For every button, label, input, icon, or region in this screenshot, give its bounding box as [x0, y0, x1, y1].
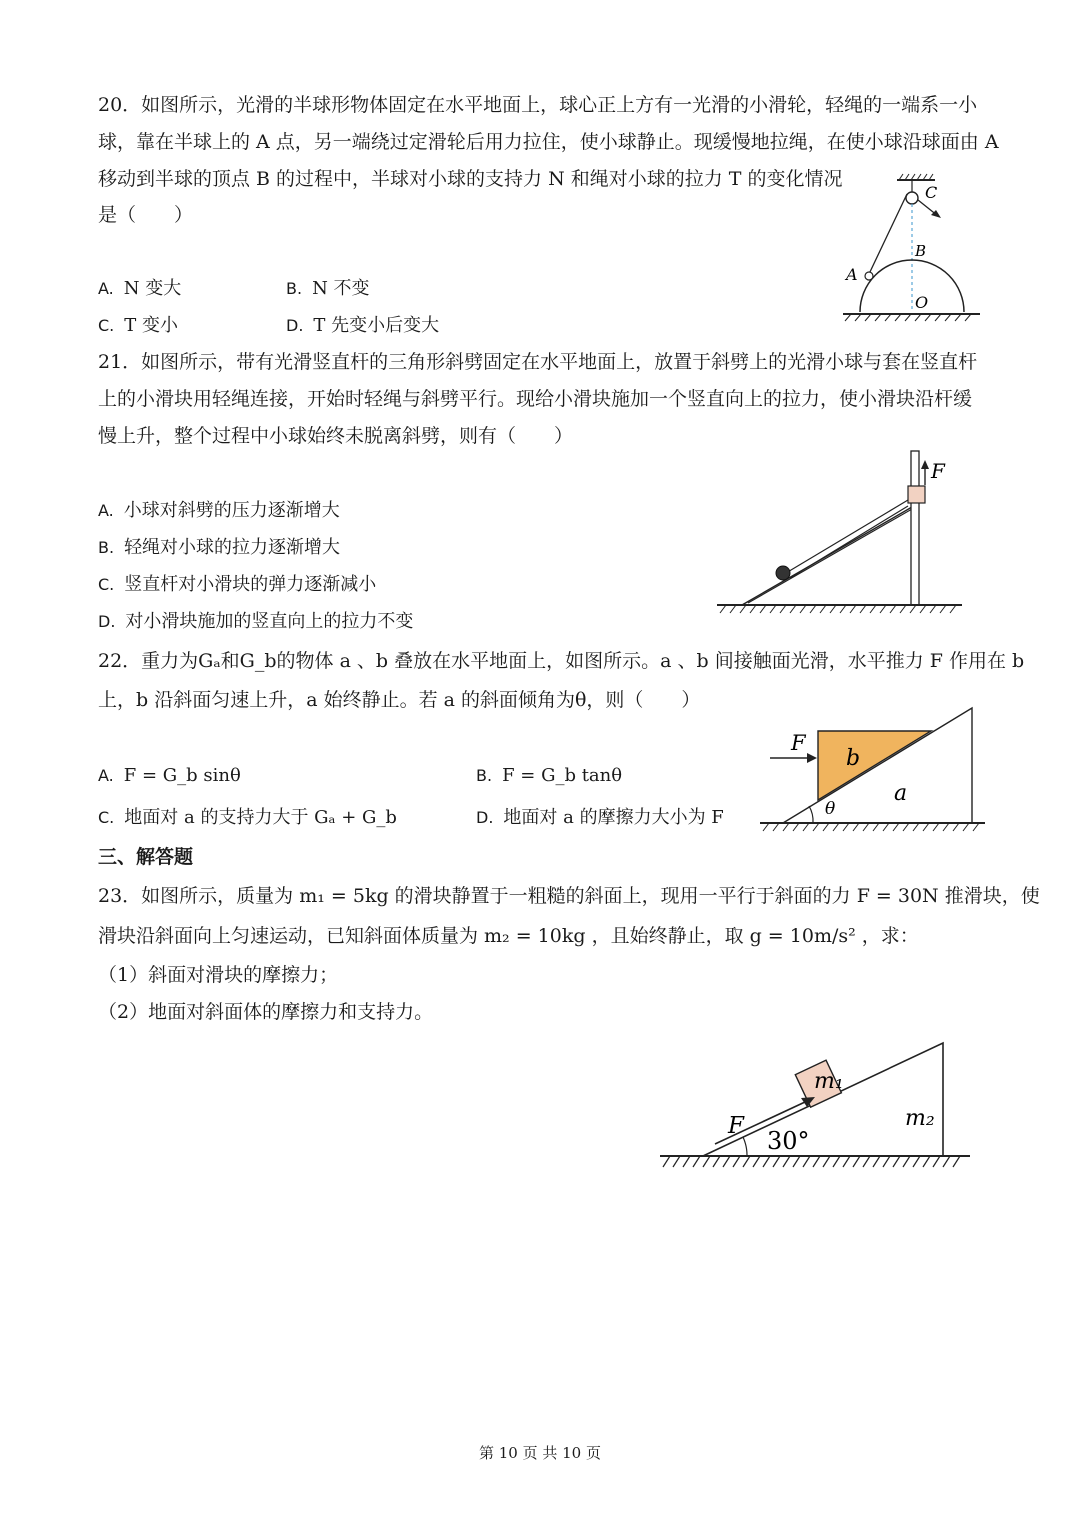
q22-label-b: b: [846, 746, 861, 771]
q21-line-1: 21．如图所示，带有光滑竖直杆的三角形斜劈固定在水平地面上，放置于斜劈上的光滑小球与套在竖直杆: [98, 351, 978, 373]
q23-sub-2: （2）地面对斜面体的摩擦力和支持力。: [98, 1001, 434, 1023]
q22-option-d: D. 地面对 a 的摩擦力大小为 F: [476, 807, 724, 828]
q23-line-2: 滑块沿斜面向上匀速运动，已知斜面体质量为 m₂ = 10kg ，且始终静止，取 g = 10m/s² ，求：: [98, 925, 919, 947]
q23-line-1: 23．如图所示，质量为 m₁ = 5kg 的滑块静置于一粗糙的斜面上，现用一平行于斜面的力 F = 30N 推滑块，使: [98, 885, 1040, 907]
q20-option-b: B. N 不变: [286, 278, 370, 299]
q23-figure: [655, 1035, 975, 1180]
q21-option-a: A. 小球对斜劈的压力逐渐增大: [98, 500, 340, 521]
q23-label-m2: m₂: [905, 1106, 935, 1131]
q20-label-b: B: [915, 242, 927, 260]
q20-option-d: D. T 先变小后变大: [286, 315, 440, 336]
q20-label-o: O: [915, 293, 929, 312]
q22-figure: [755, 700, 990, 835]
q22-option-c: C. 地面对 a 的支持力大于 Gₐ + G_b: [98, 807, 397, 828]
q20-figure: [835, 170, 985, 330]
q22-label-a: a: [894, 781, 908, 806]
q21-option-c: C. 竖直杆对小滑块的弹力逐渐减小: [98, 574, 377, 595]
q20-option-c: C. T 变小: [98, 315, 178, 336]
q20-label-c: C: [925, 183, 938, 202]
q23-label-m1: m₁: [814, 1069, 844, 1094]
q22-option-b: B. F = G_b tanθ: [476, 765, 623, 786]
q20-line-1: 20．如图所示，光滑的半球形物体固定在水平地面上，球心正上方有一光滑的小滑轮，轻绳的一端系一小: [98, 94, 978, 116]
q20-line-3: 移动到半球的顶点 B 的过程中，半球对小球的支持力 N 和绳对小球的拉力 T 的变化情况: [98, 168, 843, 190]
page-footer: 第 10 页 共 10 页: [478, 1444, 601, 1462]
q20-option-a: A. N 变大: [98, 278, 182, 299]
section-title: 三、解答题: [98, 846, 194, 868]
q21-line-2: 上的小滑块用轻绳连接，开始时轻绳与斜劈平行。现给小滑块施加一个竖直向上的拉力，使小滑块沿杆缓: [98, 388, 973, 410]
q21-figure: [712, 445, 967, 625]
q22-label-theta: θ: [825, 799, 836, 819]
q23-label-angle: 30°: [767, 1127, 810, 1155]
q21-line-3: 慢上升，整个过程中小球始终未脱离斜劈，则有（ ）: [98, 425, 574, 447]
q21-option-d: D. 对小滑块施加的竖直向上的拉力不变: [98, 611, 414, 632]
q22-line-2: 上，b 沿斜面匀速上升，a 始终静止。若 a 的斜面倾角为θ，则（ ）: [98, 689, 701, 711]
q23-sub-1: （1）斜面对滑块的摩擦力；: [98, 964, 339, 986]
q20-line-4: 是（ ）: [98, 204, 194, 226]
q20-label-a: A: [846, 265, 858, 284]
q23-label-f: F: [728, 1113, 744, 1139]
q22-label-f: F: [791, 731, 806, 755]
q21-label-f: F: [931, 459, 945, 483]
q21-option-b: B. 轻绳对小球的拉力逐渐增大: [98, 537, 341, 558]
q22-line-1: 22．重力为Gₐ和G_b的物体 a 、b 叠放在水平地面上，如图所示。a 、b 间接触面光滑，水平推力 F 作用在 b: [98, 650, 1025, 672]
q20-line-2: 球，靠在半球上的 A 点，另一端绕过定滑轮后用力拉住，使小球静止。现缓慢地拉绳，在使小球沿球面由 A: [98, 131, 999, 153]
q22-option-a: A. F = G_b sinθ: [98, 765, 241, 786]
